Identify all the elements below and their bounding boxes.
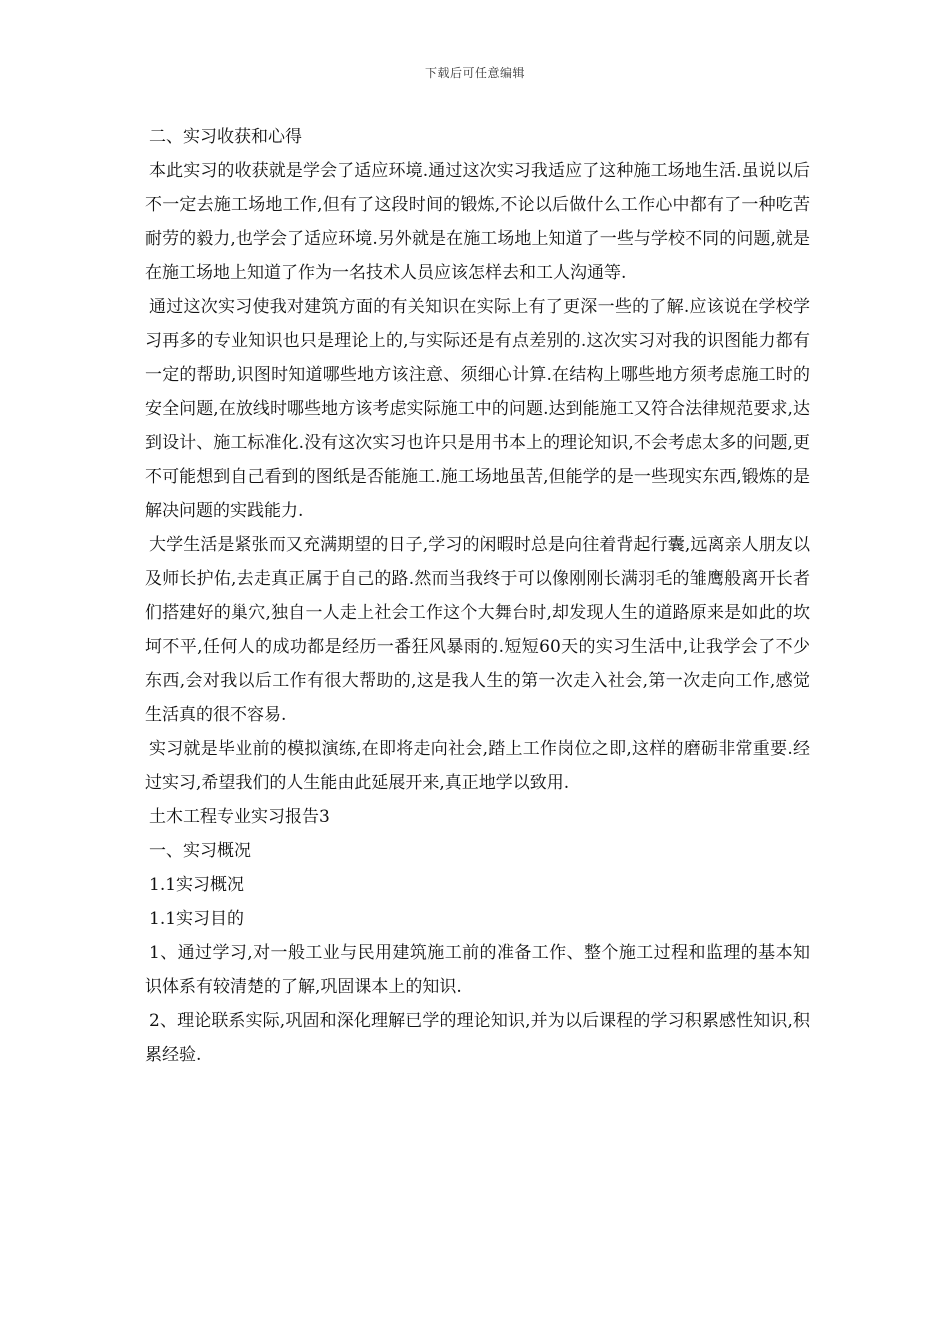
paragraph-internship-drill: 实习就是毕业前的模拟演练,在即将走向社会,踏上工作岗位之即,这样的磨砺非常重要.经过实习,希望我们的人生能由此延展开来,真正地学以致用.: [145, 739, 810, 793]
subsection-heading-purpose: 1.1实习目的: [149, 909, 245, 929]
page-header: 下载后可任意编辑: [424, 66, 525, 80]
report-title-3: 土木工程专业实习报告3: [149, 807, 330, 827]
paragraph-adapt-environment: 本此实习的收获就是学会了适应环境.通过这次实习我适应了这种施工场地生活.虽说以后不一定去施工场地工作,但有了这段时间的锻炼,不论以后做什么工作心中都有了一种吃苦耐劳的毅力,也学会了适应环境.另外就是在施工场地上知道了一些与学校不同的问题,就是在施工场地上知道了作为一名技术人员应该怎样去和工人沟通等.: [145, 161, 810, 283]
list-item-purpose-2: 2、理论联系实际,巩固和深化理解已学的理论知识,并为以后课程的学习积累感性知识,积累经验.: [145, 1011, 810, 1065]
document-body: [145, 120, 810, 1072]
section-heading-internship-gains: 二、实习收获和心得: [149, 127, 302, 147]
paragraph-building-knowledge: 通过这次实习使我对建筑方面的有关知识在实际上有了更深一些的了解.应该说在学校学习再多的专业知识也只是理论上的,与实际还是有点差别的.这次实习对我的识图能力都有一定的帮助,识图时知道哪些地方该注意、须细心计算.在结构上哪些地方须考虑施工时的安全问题,在放线时哪些地方该考虑实际施工中的问题.达到能施工又符合法律规范要求,达到设计、施工标准化.没有这次实习也许只是用书本上的理论知识,不会考虑太多的问题,更不可能想到自己看到的图纸是否能施工.施工场地虽苦,但能学的是一些现实东西,锻炼的是解决问题的实践能力.: [145, 297, 810, 521]
paragraph-university-life: 大学生活是紧张而又充满期望的日子,学习的闲暇时总是向往着背起行囊,远离亲人朋友以及师长护佑,去走真正属于自己的路.然而当我终于可以像刚刚长满羽毛的雏鹰般离开长者们搭建好的巢穴,独自一人走上社会工作这个大舞台时,却发现人生的道路原来是如此的坎坷不平,任何人的成功都是经历一番狂风暴雨的.短短60天的实习生活中,让我学会了不少东西,会对我以后工作有很大帮助的,这是我人生的第一次走入社会,第一次走向工作,感觉生活真的很不容易.: [145, 535, 810, 725]
list-item-purpose-1: 1、通过学习,对一般工业与民用建筑施工前的准备工作、整个施工过程和监理的基本知识体系有较清楚的了解,巩固课本上的知识.: [145, 943, 810, 997]
section-heading-overview: 一、实习概况: [149, 841, 251, 861]
subsection-heading-overview: 1.1实习概况: [149, 875, 245, 895]
